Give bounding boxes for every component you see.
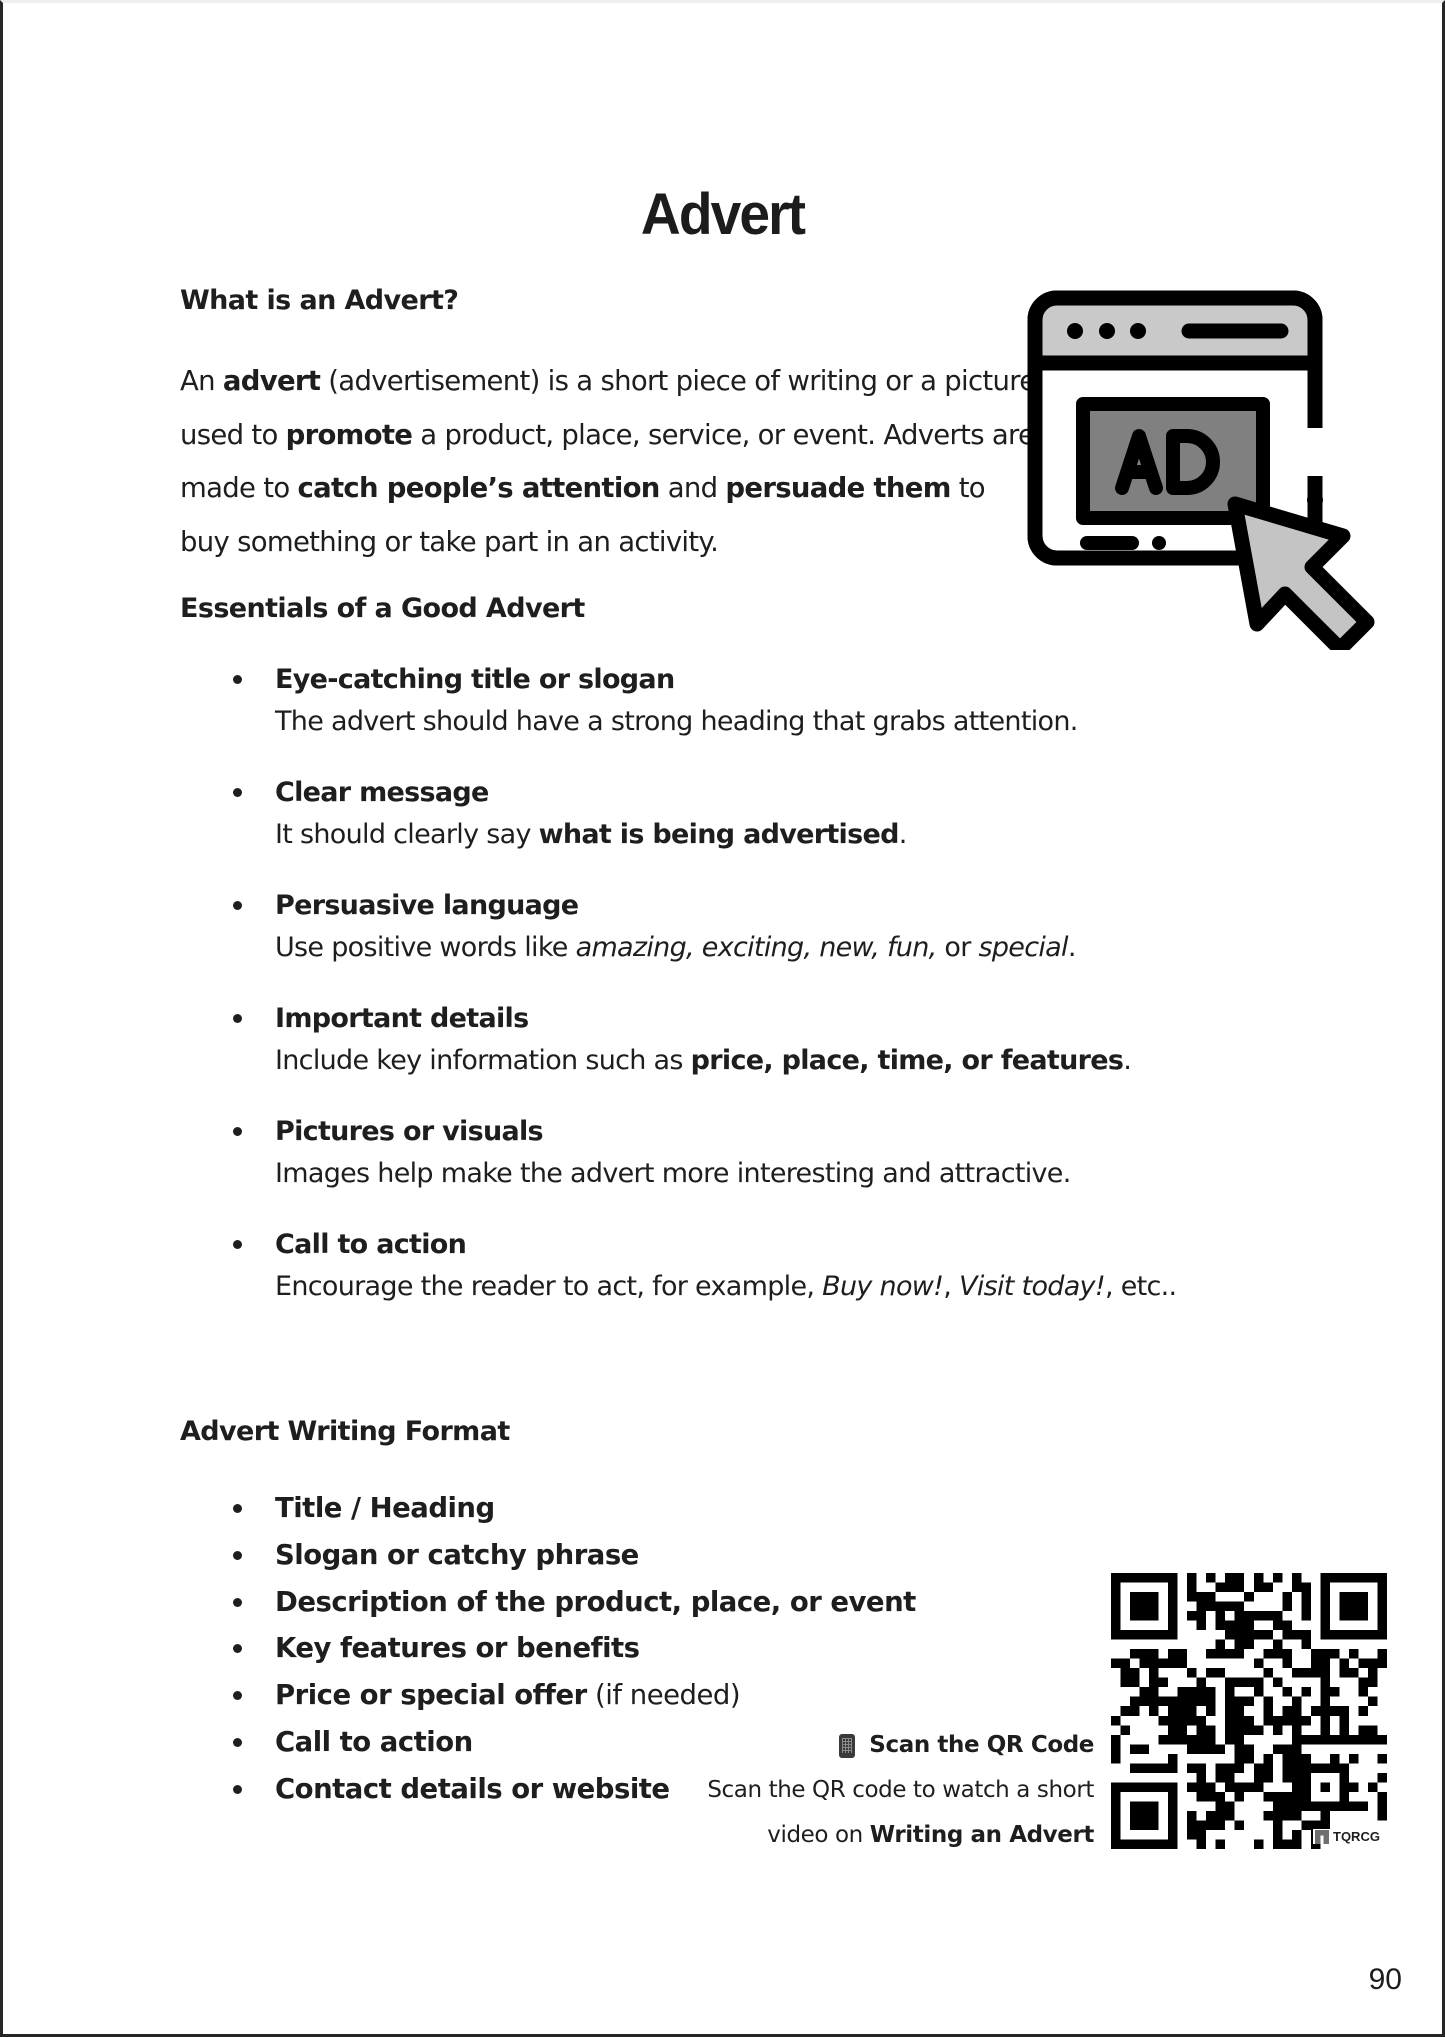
essential-item (180, 998, 1176, 1111)
essential-item (180, 772, 1176, 885)
essential-description: Use positive words like amazing, exciting, new, fun, or special. (275, 932, 1076, 963)
essential-title: Eye-catching title or slogan (275, 664, 675, 695)
format-item: Contact details or website (180, 1768, 916, 1815)
bullet-icon (233, 675, 242, 684)
essential-description: Include key information such as price, place, time, or features. (275, 1045, 1132, 1076)
essential-item (180, 1224, 1176, 1337)
essential-title: Clear message (275, 777, 489, 808)
bullet-icon (233, 1014, 242, 1023)
browser-ad-click-icon (1027, 288, 1389, 650)
essential-item (180, 1111, 1176, 1224)
essentials-heading: Essentials of a Good Advert (180, 593, 585, 624)
essential-title: Pictures or visuals (275, 1116, 543, 1147)
bullet-icon (233, 1551, 242, 1560)
essential-description: The advert should have a strong heading that grabs attention. (275, 706, 1078, 737)
bullet-icon (233, 1738, 242, 1747)
qr-code[interactable] (1111, 1573, 1387, 1849)
bullet-icon (233, 1691, 242, 1700)
format-item: Call to action (180, 1721, 916, 1768)
page-title: Advert (640, 182, 805, 247)
essential-title: Important details (275, 1003, 529, 1034)
what-is-heading: What is an Advert? (180, 285, 459, 316)
format-heading: Advert Writing Format (180, 1416, 510, 1447)
bullet-icon (233, 1598, 242, 1607)
essential-item (180, 885, 1176, 998)
format-item: Title / Heading (180, 1487, 916, 1534)
bullet-icon (233, 1644, 242, 1653)
intro-paragraph: An advert (advertisement) is a short piece of writing or a picture used to promote a product, place, service, or event. Adverts are made to catch people’s attention and persuade them to buy something or take part in an activity. (180, 365, 1036, 558)
format-item: Key features or benefits (180, 1627, 916, 1674)
essential-description: It should clearly say what is being advertised. (275, 819, 907, 850)
bullet-icon (233, 1240, 242, 1249)
bullet-icon (233, 1127, 242, 1136)
qr-mini-icon (1315, 1830, 1329, 1844)
qr-caption-line1: Scan the QR code to watch a short (707, 1777, 1094, 1803)
qr-caption (707, 1723, 1094, 1858)
bullet-icon (233, 1785, 242, 1794)
page-number: 90 (1368, 1963, 1402, 1996)
phone-icon (839, 1734, 855, 1758)
bullet-icon (233, 788, 242, 797)
bullet-icon (233, 901, 242, 910)
essentials-list (180, 659, 1176, 1337)
essential-title: Call to action (275, 1229, 467, 1260)
essential-item (180, 659, 1176, 772)
qr-caption-title: Scan the QR Code (707, 1723, 1094, 1768)
essential-description: Encourage the reader to act, for example, Buy now!, Visit today!, etc.. (275, 1271, 1177, 1302)
qr-brand-mark: TQRCG (1313, 1829, 1382, 1844)
essential-title: Persuasive language (275, 890, 579, 921)
qr-caption-line2: video on Writing an Advert (767, 1822, 1094, 1848)
bullet-icon (233, 1504, 242, 1513)
format-item: Description of the product, place, or event (180, 1581, 916, 1628)
essential-description: Images help make the advert more interesting and attractive. (275, 1158, 1071, 1189)
format-item: Slogan or catchy phrase (180, 1534, 916, 1581)
format-item: Price or special offer (if needed) (180, 1674, 916, 1721)
